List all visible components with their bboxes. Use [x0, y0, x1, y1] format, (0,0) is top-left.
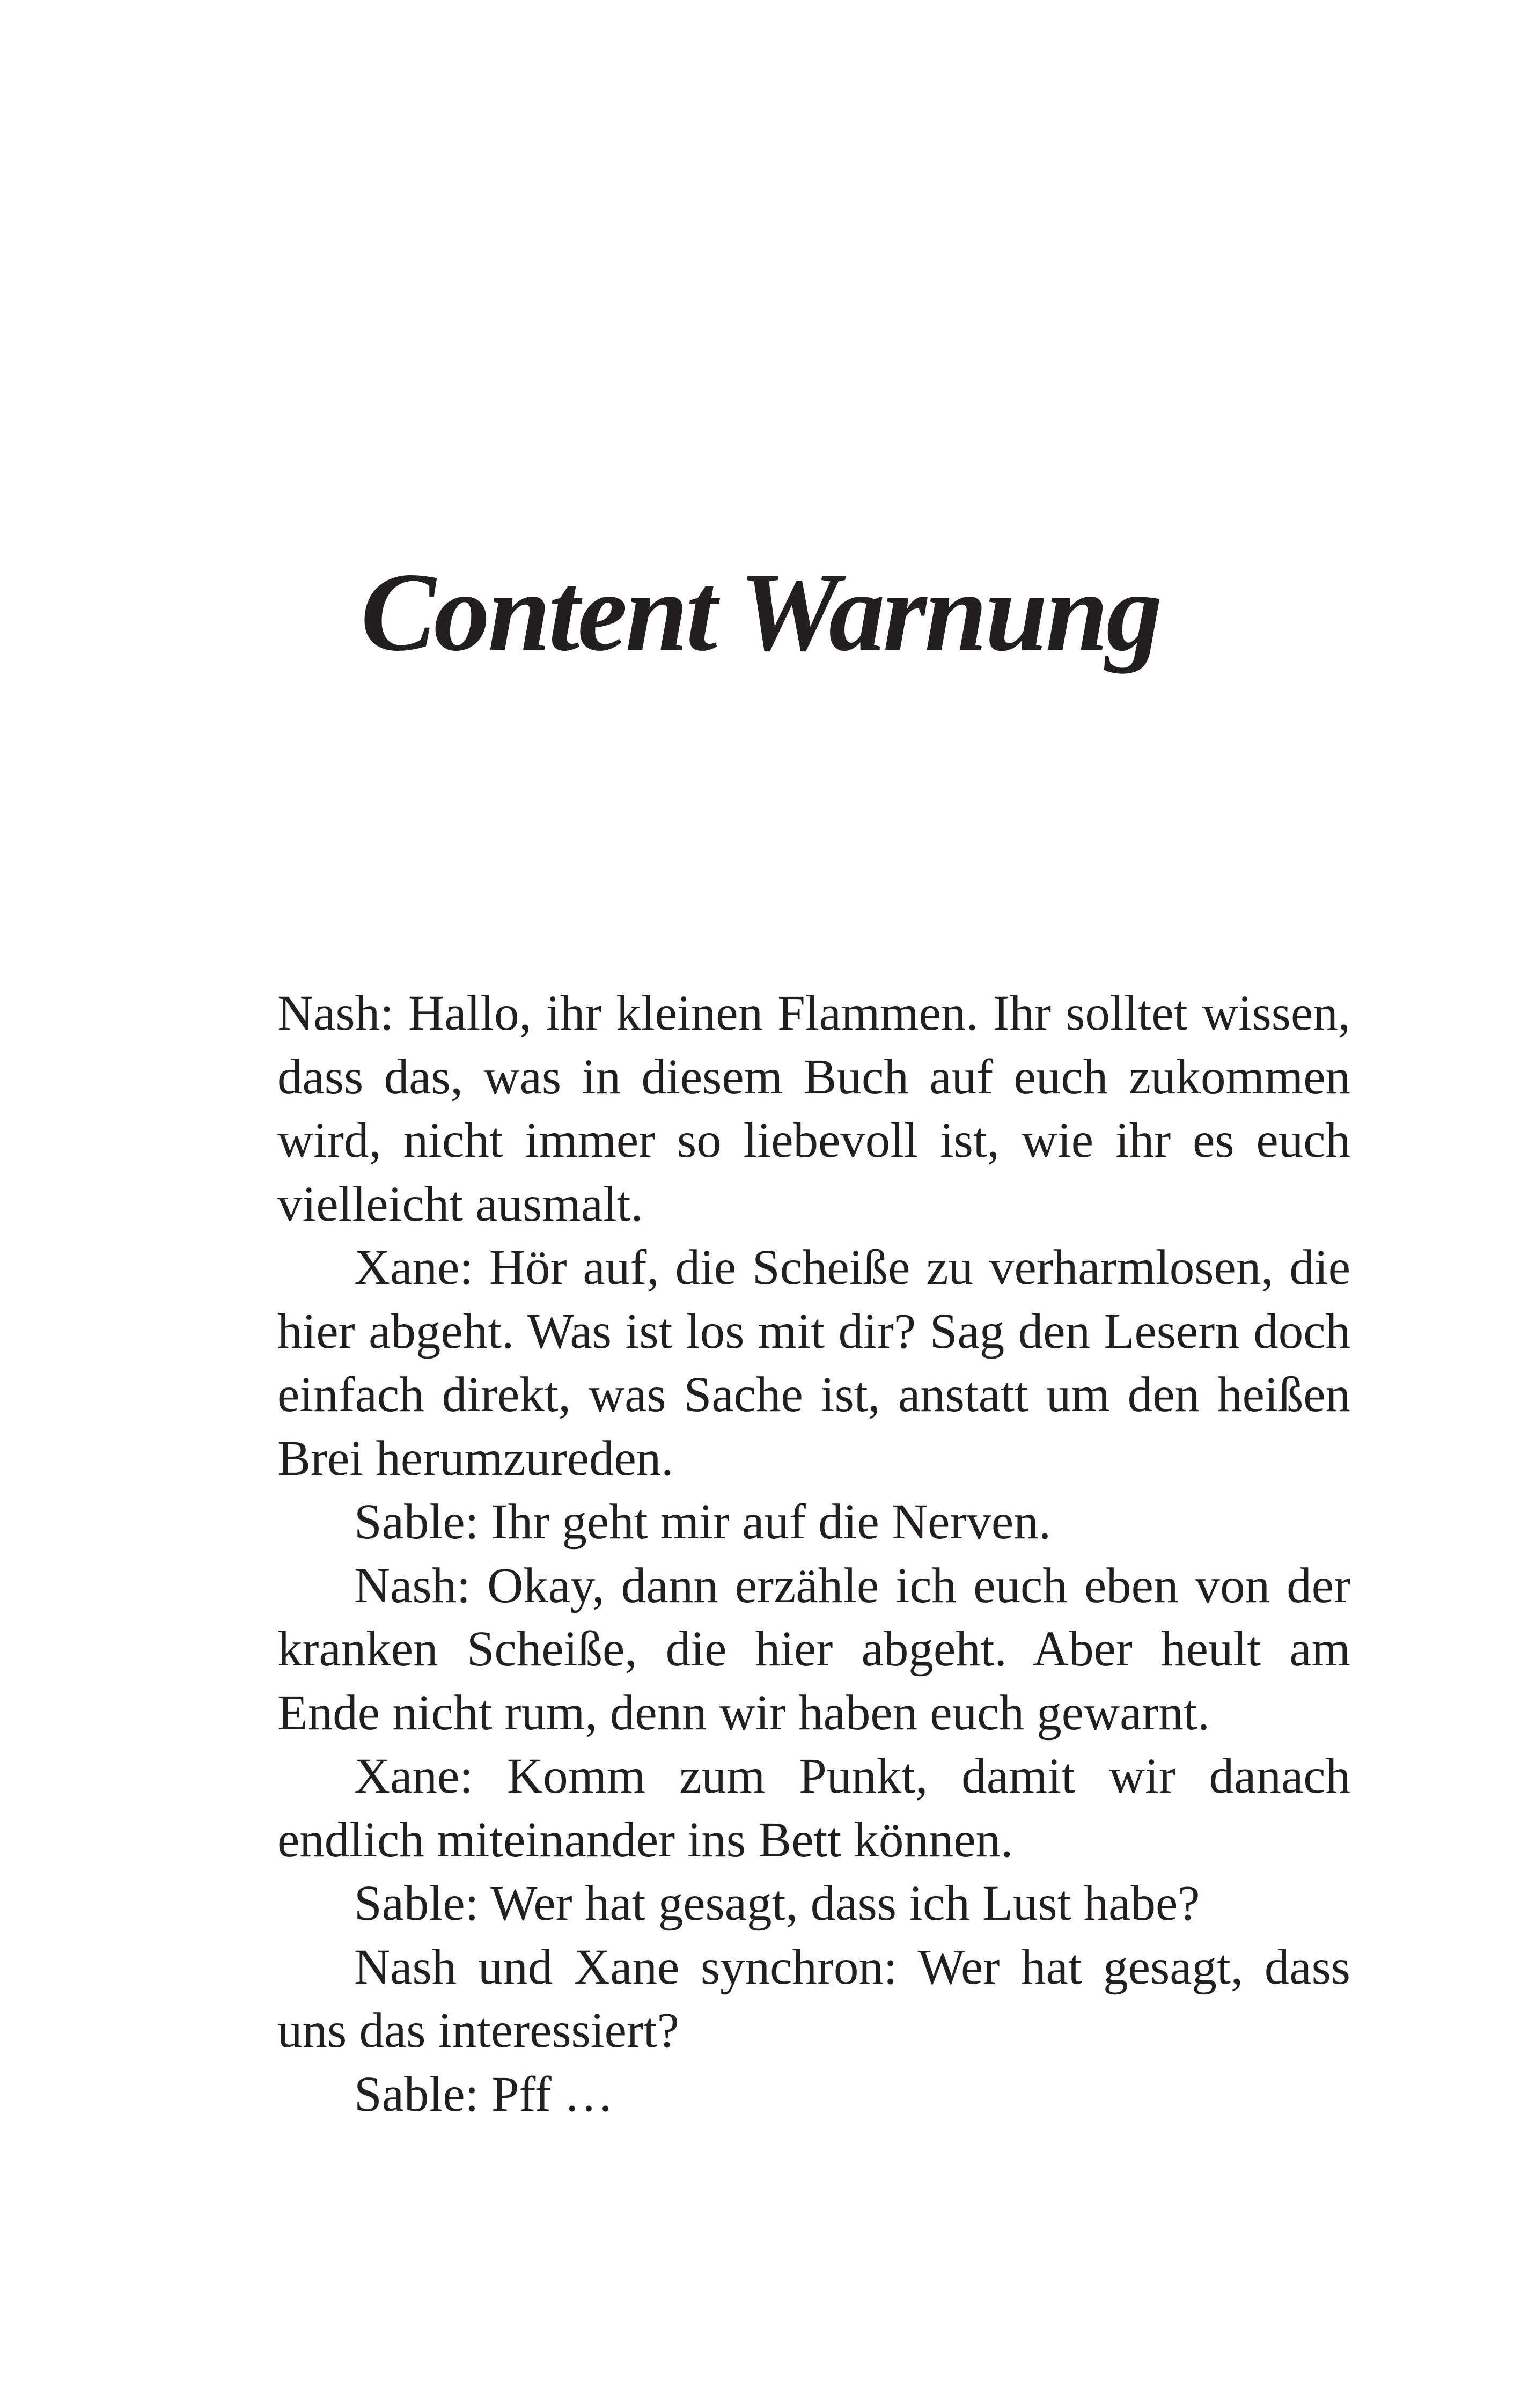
page-body — [277, 982, 1350, 2126]
paragraph: Sable: Ihr geht mir auf die Nerven. — [354, 1494, 1051, 1550]
paragraph: Sable: Wer hat gesagt, dass ich Lust habe? — [354, 1876, 1200, 1931]
paragraph: Xane: Hör auf, die Scheiße zu verharmlosen, die hier abgeht. Was ist los mit dir? Sag den Lesern doch einfach direkt, was Sache ist, anstatt um den heißen Brei herumzureden. — [277, 1240, 1350, 1486]
paragraph: Nash: Hallo, ihr kleinen Flammen. Ihr solltet wissen, dass das, was in diesem Buch auf euch zukommen wird, nicht immer so liebevoll ist, wie ihr es euch vielleicht ausmalt. — [277, 986, 1350, 1232]
paragraph: Nash und Xane synchron: Wer hat gesagt, dass uns das interessiert? — [277, 1939, 1350, 2058]
paragraph: Nash: Okay, dann erzähle ich euch eben von der kranken Scheiße, die hier abgeht. Aber heult am Ende nicht rum, denn wir haben euch gewarnt. — [277, 1558, 1350, 1741]
paragraph: Xane: Komm zum Punkt, damit wir danach endlich miteinander ins Bett können. — [277, 1749, 1350, 1868]
paragraph: Sable: Pff … — [354, 2066, 614, 2122]
page-title: Content Warnung — [361, 549, 1160, 674]
